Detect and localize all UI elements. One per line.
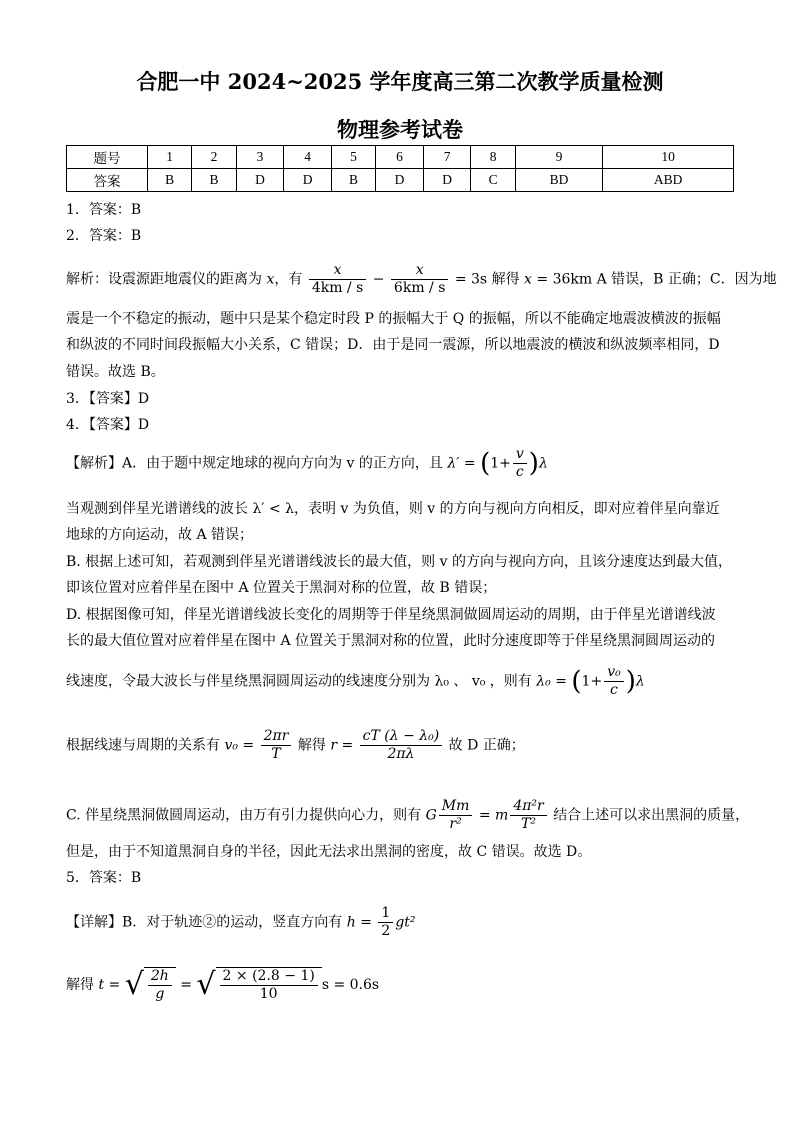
formula: λ′ = — [447, 455, 476, 472]
paren-right-icon: ) — [528, 448, 539, 479]
text-line: D. 根据图像可知，伴星光谱谱线波长变化的周期等于伴星绕黑洞做圆周运动的周期，由于伴星光谱谱线波 — [66, 607, 716, 623]
row-label-answer: 答案 — [67, 169, 148, 192]
fraction — [148, 968, 172, 1003]
question-number-cell: 7 — [423, 146, 471, 169]
text: 【解析】A．由于题中规定地球的视向方向为 v 的正方向，且 — [66, 455, 443, 472]
text: C. 伴星绕黑洞做圆周运动，由万有引力提供向心力，则有 — [66, 807, 422, 824]
text-line: 和纵波的不同时间段振幅大小关系，C 错误；D．由于是同一震源，所以地震波的横波和纵波频率相同，D — [66, 337, 720, 353]
question-number-cell: 10 — [603, 146, 734, 169]
answer-cell: D — [423, 169, 471, 192]
paren-left-icon: ( — [571, 666, 582, 697]
formula: G — [425, 807, 437, 824]
table-row-numbers — [67, 146, 734, 169]
answer-line-4: 4．【答案】D — [66, 417, 150, 433]
text-line: 但是，由于不知道黑洞自身的半径，因此无法求出黑洞的密度，故 C 错误。故选 D。 — [66, 844, 592, 860]
answer-cell: D — [284, 169, 332, 192]
numerator: 4π²r — [510, 798, 546, 816]
answer-line-1: 1．答案：B — [66, 202, 142, 218]
text: = 36km A 错误，B 正确；C．因为地 — [536, 271, 777, 288]
table-row-answers — [67, 169, 734, 192]
text: ，有 — [274, 271, 303, 288]
numerator: 2πr — [261, 728, 292, 746]
answer-cell: B — [148, 169, 192, 192]
formula: gt² — [395, 914, 416, 931]
text: 解得 — [66, 977, 94, 993]
answer-line-5: 5．答案：B — [66, 870, 142, 886]
text: 结合上述可以求出黑洞的质量， — [553, 807, 750, 824]
numerator: 2 × (2.8 − 1) — [220, 968, 318, 986]
fraction — [378, 905, 393, 940]
text: 解析：设震源距地震仪的距离为 — [66, 271, 262, 288]
numerator: v — [513, 446, 527, 464]
fraction — [513, 446, 527, 481]
question-number-cell: 8 — [471, 146, 515, 169]
text: = 3s 解得 — [454, 271, 520, 288]
answer-line-3: 3．【答案】D — [66, 391, 150, 407]
answer-cell: D — [376, 169, 424, 192]
text: 根据线速与周期的关系有 — [66, 737, 220, 754]
formula-line: 解得 t = √ $\frac{2h}{g}$ = √ $\frac{2 \times (2.8 - 1)}{10}$ s = 0.6s — [66, 967, 380, 1002]
question-number-cell: 1 — [148, 146, 192, 169]
var-x: x — [266, 271, 275, 288]
formula: λ₀ = — [536, 673, 567, 690]
fraction — [439, 798, 473, 833]
text-line: 长的最大值位置对应着伴星在图中 A 位置关于黑洞对称的位置，此时分速度即等于伴星绕黑洞圆周运动的 — [66, 633, 716, 649]
numerator: 2h — [148, 968, 172, 986]
formula: r = — [330, 737, 354, 754]
answer-line-2: 2．答案：B — [66, 228, 142, 244]
text-line: 错误。故选 B。 — [66, 364, 165, 380]
question-number-cell: 9 — [515, 146, 603, 169]
formula-line — [66, 905, 416, 940]
denominator: r² — [449, 816, 462, 832]
fraction — [309, 262, 366, 297]
formula: h = — [346, 914, 372, 931]
numerator: x — [309, 262, 366, 280]
question-number-cell: 6 — [376, 146, 424, 169]
numerator: v₀ — [604, 664, 624, 682]
text-line: 地球的方向运动，故 A 错误； — [66, 527, 254, 543]
sqrt-icon: √ — [124, 967, 144, 1002]
denominator: 6km / s — [393, 280, 446, 296]
denominator: 10 — [259, 986, 278, 1002]
formula: = m — [478, 807, 509, 824]
page-title: 合肥一中 2024~2025 学年度高三第二次教学质量检测 — [136, 69, 664, 94]
explanation-line-2: 解析：设震源距地震仪的距离为 x，有 $\frac{x}{4km / s}$ − $\frac{x}{6km / s}$ = 3s 解得 x = 36km A 错误，B 正确；C．因为地 — [66, 262, 777, 296]
fraction — [261, 728, 292, 763]
formula-line — [66, 728, 525, 763]
numerator: cT (λ − λ₀) — [360, 728, 443, 746]
formula-line: 线速度，令最大波长与伴星绕黑洞圆周运动的线速度分别为 λ₀ 、 v₀ ，则有 λ₀ = (1+ $\frac{\text{v₀}}{c}$ )λ — [66, 664, 645, 698]
text-line: 震是一个不稳定的振动，题中只是某个稳定时段 P 的振幅大于 Q 的振幅，所以不能确定地震波横波的振幅 — [66, 311, 721, 327]
var-x: x — [524, 271, 532, 288]
fraction — [220, 968, 318, 1003]
lambda-icon: λ — [635, 673, 645, 690]
answer-cell: D — [236, 169, 284, 192]
formula: v₀ = — [224, 737, 255, 754]
formula-line — [66, 798, 749, 833]
paren-right-icon: ) — [625, 666, 636, 697]
answer-cell: B — [331, 169, 375, 192]
question-number-cell: 4 — [284, 146, 332, 169]
question-number-cell: 3 — [236, 146, 284, 169]
fraction — [391, 262, 448, 297]
text: s = 0.6s — [321, 977, 380, 993]
radicand — [216, 967, 322, 1003]
denominator: T² — [521, 816, 536, 832]
fraction — [510, 798, 546, 833]
text-line: 即该位置对应着伴星在图中 A 位置关于黑洞对称的位置，故 B 错误； — [66, 580, 497, 596]
question-number-cell: 5 — [331, 146, 375, 169]
row-label-question-number: 题号 — [67, 146, 148, 169]
denominator: c — [610, 682, 618, 698]
text: 线速度，令最大波长与伴星绕黑洞圆周运动的线速度分别为 λ₀ 、 v₀ ，则有 — [66, 673, 532, 690]
lambda-icon: λ — [538, 455, 548, 472]
answer-cell: B — [192, 169, 236, 192]
text-line: 当观测到伴星光谱谱线的波长 λ′ < λ，表明 v 为负值，则 v 的方向与视向方向相反，即对应着伴星向靠近 — [66, 501, 720, 517]
text: 解得 — [297, 737, 326, 754]
answer-cell: BD — [515, 169, 603, 192]
explanation-line-4: 【解析】A．由于题中规定地球的视向方向为 v 的正方向，且 λ′ = (1+ $\frac{v}{c}$ )λ — [66, 446, 548, 480]
numerator: x — [391, 262, 448, 280]
answer-cell: C — [471, 169, 515, 192]
text-line: B. 根据上述可知，若观测到伴星光谱谱线波长的最大值，则 v 的方向与视向方向，且该分速度达到最大值， — [66, 554, 732, 570]
formula: t = — [98, 977, 121, 993]
text: 【详解】B．对于轨迹②的运动，竖直方向有 — [66, 914, 343, 931]
answer-table — [66, 145, 734, 192]
question-number-cell: 2 — [192, 146, 236, 169]
answer-cell: ABD — [603, 169, 734, 192]
radicand — [144, 967, 176, 1003]
sqrt-icon: √ — [196, 967, 216, 1002]
text: 故 D 正确； — [448, 737, 525, 754]
denominator: c — [515, 464, 524, 480]
denominator: 2 — [381, 923, 391, 939]
denominator: 2πλ — [387, 746, 415, 762]
numerator: Mm — [439, 798, 473, 816]
fraction — [360, 728, 443, 763]
denominator: g — [155, 986, 165, 1002]
numerator: 1 — [378, 905, 393, 923]
denominator: 4km / s — [311, 280, 364, 296]
paren-left-icon: ( — [480, 448, 491, 479]
denominator: T — [271, 746, 281, 762]
fraction — [604, 664, 624, 699]
page-subtitle: 物理参考试卷 — [337, 117, 463, 142]
